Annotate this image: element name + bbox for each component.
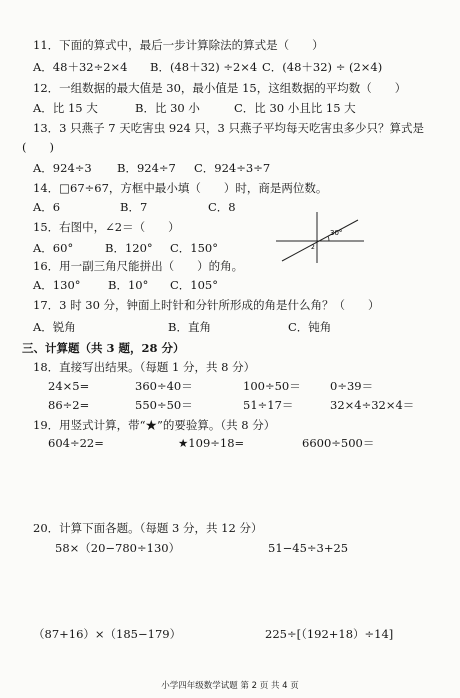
q14-stem: 14．□67÷67，方框中最小填（ ）时，商是两位数。	[33, 181, 328, 195]
q14-option-b: B．7	[120, 200, 148, 214]
q20-item: 51−45÷3+25	[268, 541, 349, 555]
q18-item: 100÷50＝	[243, 379, 301, 393]
q19-item: ★109÷18=	[178, 436, 245, 450]
angle-2-label: 2	[311, 244, 315, 251]
page-footer: 小学四年级数学试题 第 2 页 共 4 页	[161, 681, 299, 691]
q18-item: 51÷17＝	[243, 398, 294, 412]
angle-figure	[276, 208, 364, 264]
q17-option-c: C．钝角	[288, 320, 332, 334]
q15-option-a: A．60°	[33, 241, 74, 255]
q13-stem-continued: ( )	[22, 140, 54, 154]
q18-item: 24×5=	[48, 379, 90, 393]
q18-item: 0÷39＝	[330, 379, 374, 393]
q18-item: 550÷50＝	[135, 398, 193, 412]
q12-option-b: B．比 30 小	[135, 101, 200, 115]
q12-stem: 12．一组数据的最大值是 30，最小值是 15，这组数据的平均数（ ）	[33, 81, 407, 95]
q13-option-c: C．924÷3÷7	[194, 161, 271, 175]
q20-item: （87+16）×（185−179）	[33, 627, 182, 641]
q20-stem: 20．计算下面各题。（每题 3 分，共 12 分）	[33, 521, 263, 535]
q18-stem: 18．直接写出结果。（每题 1 分，共 8 分）	[33, 360, 256, 374]
q13-stem: 13．3 只燕子 7 天吃害虫 924 只，3 只燕子平均每天吃害虫多少只？算式是	[33, 121, 424, 135]
q15-stem: 15．右图中，∠2＝（ ）	[33, 220, 180, 234]
q15-option-b: B．120°	[105, 241, 153, 255]
q20-item: 58×（20−780÷130）	[55, 541, 181, 555]
q12-option-a: A．比 15 大	[33, 101, 98, 115]
q19-item: 6600÷500＝	[302, 436, 375, 450]
q14-option-c: C．8	[208, 200, 236, 214]
q16-option-b: B．10°	[108, 278, 149, 292]
q12-option-c: C．比 30 小且比 15 大	[234, 101, 356, 115]
q17-stem: 17．3 时 30 分，钟面上时针和分针所形成的角是什么角？（ ）	[33, 298, 380, 312]
angle-30-label: 30°	[330, 229, 343, 237]
q11-option-c: C．(48＋32) ÷ (2×4)	[262, 60, 383, 74]
q19-stem: 19．用竖式计算，带“★”的要验算。（共 8 分）	[33, 418, 276, 432]
q20-item: 225÷[（192+18）÷14]	[265, 627, 394, 641]
q15-option-c: C．150°	[170, 241, 218, 255]
q13-option-a: A．924÷3	[33, 161, 92, 175]
q16-stem: 16．用一副三角尺能拼出（ ）的角。	[33, 259, 244, 273]
q18-item: 32×4÷32×4＝	[330, 398, 415, 412]
section-3-title: 三、计算题（共 3 题，28 分）	[22, 341, 185, 355]
q17-option-b: B．直角	[168, 320, 211, 334]
q14-option-a: A．6	[33, 200, 61, 214]
q16-option-c: C．105°	[170, 278, 218, 292]
q16-option-a: A．130°	[33, 278, 81, 292]
q13-option-b: B．924÷7	[117, 161, 176, 175]
q11-stem: 11．下面的算式中，最后一步计算除法的算式是（ ）	[33, 38, 324, 52]
q17-option-a: A．锐角	[33, 320, 76, 334]
q11-option-b: B．(48＋32) ÷2×4	[150, 60, 258, 74]
q11-option-a: A．48＋32÷2×4	[33, 60, 128, 74]
q19-item: 604÷22=	[48, 436, 104, 450]
q18-item: 360÷40＝	[135, 379, 193, 393]
q18-item: 86÷2=	[48, 398, 90, 412]
